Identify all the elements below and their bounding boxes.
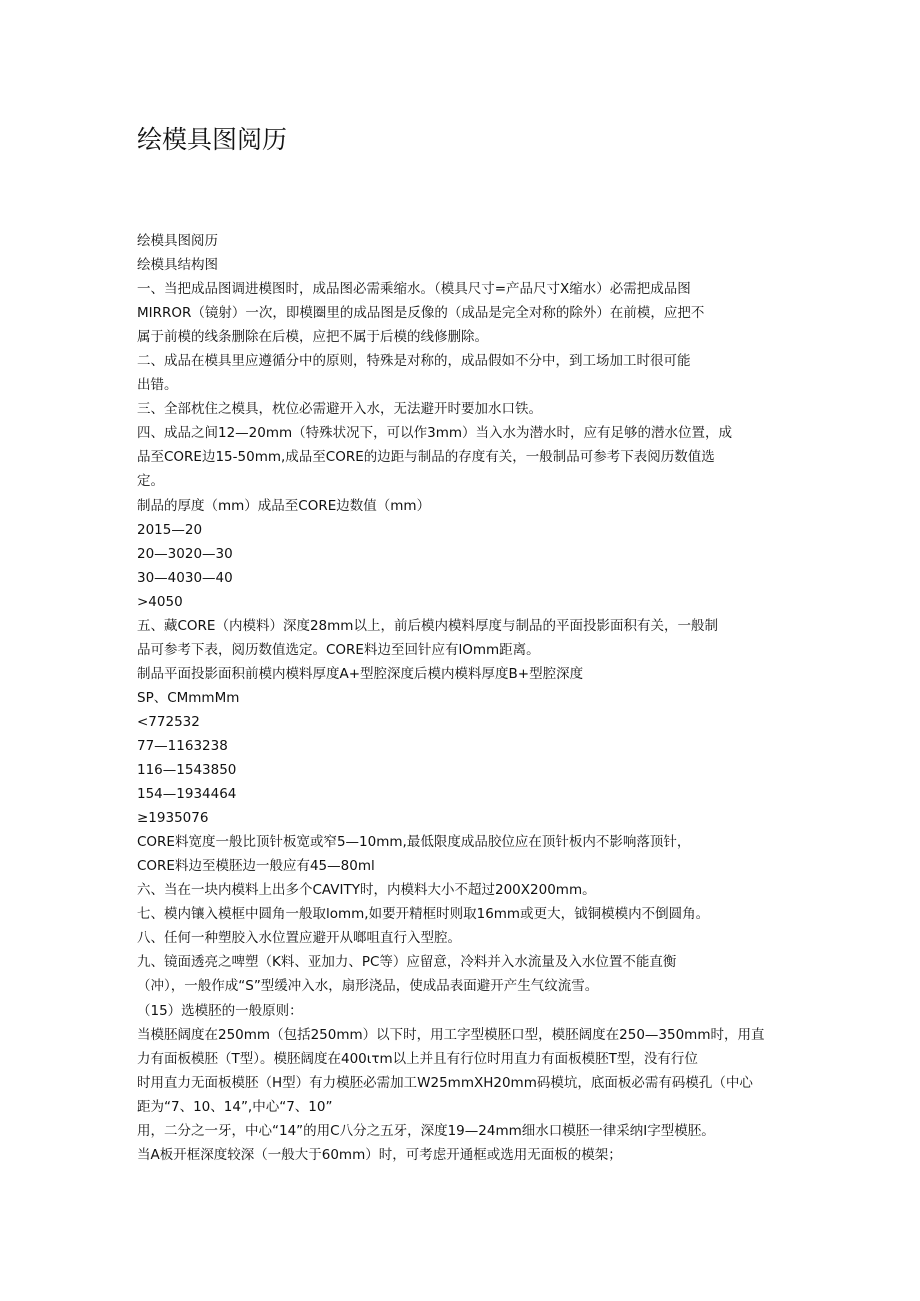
body-line: ≥1935076 bbox=[137, 810, 209, 827]
body-line: 出错。 bbox=[137, 377, 178, 394]
body-line: 二、成品在模具里应遵循分中的原则，特殊是对称的，成品假如不分中，到工场加工时很可能 bbox=[137, 353, 691, 370]
body-line: 当A板开框深度较深（一般大于60mm）时，可考虑开通框或选用无面板的模架； bbox=[137, 1146, 622, 1163]
body-line: 2015—20 bbox=[137, 521, 203, 538]
body-line: 77—1163238 bbox=[137, 737, 228, 754]
body-line: 时用直力无面板模胚（H型）有力模胚必需加工W25mmXH20mm码模坑，底面板必需有码模孔（中心 bbox=[137, 1074, 753, 1091]
body-line: （冲），一般作成“S”型缓冲入水，扇形浇品，使成品表面避开产生气纹流雪。 bbox=[137, 978, 599, 995]
body-line: 20—3020—30 bbox=[137, 545, 233, 562]
document-body bbox=[137, 229, 787, 1167]
body-line: <772532 bbox=[137, 713, 200, 730]
body-line: 属于前模的线条删除在后模，应把不属于后模的线修删除。 bbox=[137, 329, 488, 346]
body-line: 力有面板模胚（T型）。模胚阔度在400ιτm以上并且有行位时用直力有面板模胚T型，没有行位 bbox=[137, 1050, 698, 1067]
body-line: CORE料宽度一般比顶针板宽或窄5—10mm,最低限度成品胶位应在顶针板内不影响落顶针， bbox=[137, 834, 691, 851]
body-line: 品至CORE边15-50mm,成品至CORE的边距与制品的存度有关，一般制品可参考下表阅历数值选 bbox=[137, 449, 715, 466]
body-line: 当模胚阔度在250mm（包括250mm）以下时，用工字型模胚口型，模胚阔度在250—350mm时，用直 bbox=[137, 1026, 765, 1043]
body-line: 九、镜面透亮之啤塑（K料、亚加力、PC等）应留意，冷料并入水流量及入水位置不能直衡 bbox=[137, 954, 677, 971]
body-line: 制品的厚度（mm）成品至CORE边数值（mm） bbox=[137, 497, 431, 514]
body-line: CORE料边至模胚边一般应有45—80ml bbox=[137, 858, 375, 875]
body-line: 制品平面投影面积前模内模料厚度A+型腔深度后模内模料厚度B+型腔深度 bbox=[137, 665, 584, 682]
body-line: 四、成品之间12—20mm（特殊状况下，可以作3mm）当入水为潜水时，应有足够的潜水位置，成 bbox=[137, 425, 733, 442]
body-line: 五、藏CORE（内模料）深度28mm以上，前后模内模料厚度与制品的平面投影面积有关，一般制 bbox=[137, 617, 718, 634]
body-line: （15）选模胚的一般原则： bbox=[137, 1002, 303, 1019]
body-line: 116—1543850 bbox=[137, 762, 237, 779]
body-line: 定。 bbox=[137, 473, 164, 490]
body-line: MIRROR（镜射）一次，即模圈里的成品图是反像的（成品是完全对称的除外）在前模，应把不 bbox=[137, 305, 705, 322]
body-line: SP、CMmmMm bbox=[137, 689, 240, 706]
body-line: 154—1934464 bbox=[137, 786, 237, 803]
body-line: 八、任何一种塑胶入水位置应避开从啷咀直行入型腔。 bbox=[137, 930, 461, 947]
body-line: 用，二分之一牙，中心“14”的用C八分之五牙，深度19—24mm细水口模胚一律采纳I字型模胚。 bbox=[137, 1122, 715, 1139]
body-line: 绘模具结构图 bbox=[137, 257, 218, 274]
body-line: 三、全部枕住之模具，枕位必需避开入水，无法避开时要加水口铁。 bbox=[137, 401, 542, 418]
body-line: 七、模内镶入模框中圆角一般取lomm,如要开精框时则取16mm或更大，钺铜模模内不倒圆角。 bbox=[137, 906, 710, 923]
document-title: 绘模具图阅历 bbox=[137, 125, 288, 154]
body-line: 距为“7、10、14”,中心“7、10” bbox=[137, 1098, 333, 1115]
body-line: 一、当把成品图调进模图时，成品图必需乘缩水。（模具尺寸=产品尺寸X缩水）必需把成品图 bbox=[137, 281, 691, 298]
body-line: 品可参考下表，阅历数值选定。CORE料边至回针应有lOmm距离。 bbox=[137, 641, 540, 658]
body-line: 六、当在一块内模料上出多个CAVITY时，内模料大小不超过200X200mm。 bbox=[137, 882, 596, 899]
body-line: 30—4030—40 bbox=[137, 569, 233, 586]
body-line: 绘模具图阅历 bbox=[137, 233, 218, 249]
body-line: >4050 bbox=[137, 593, 183, 610]
